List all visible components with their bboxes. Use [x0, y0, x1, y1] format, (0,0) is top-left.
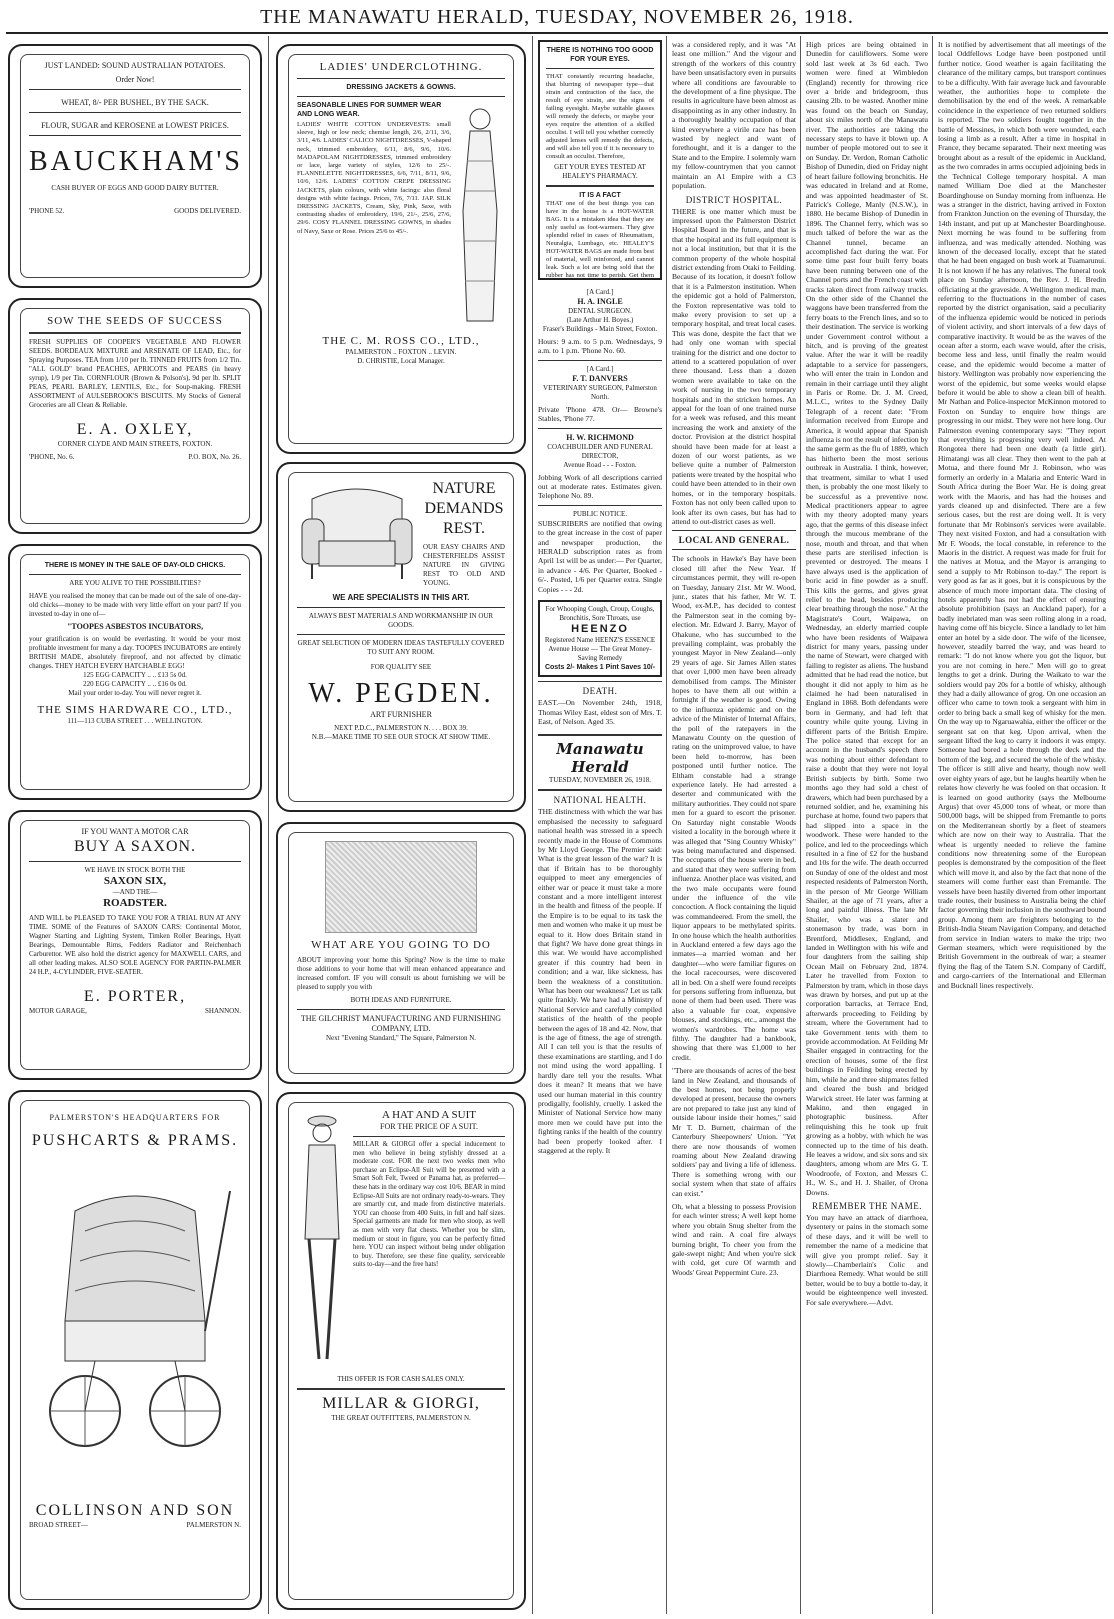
ad-line: FLOUR, SUGAR and KEROSENE at LOWEST PRICES.: [41, 121, 229, 130]
ad-line: —AND THE—: [112, 888, 158, 896]
column-rule: [532, 36, 533, 1614]
card-body: Hours: 9 a.m. to 5 p.m. Wednesdays, 9 a.m. to 1 p.m. 'Phone No. 60.: [538, 337, 662, 356]
ad-address: THE GREAT OUTFITTERS, PALMERSTON N.: [331, 1414, 471, 1422]
ad-title: FOR THE PRICE OF A SUIT.: [380, 1122, 478, 1131]
ad-line: Registered Name HEENZ'S ESSENCE: [544, 636, 656, 645]
ad-line: D. CHRISTIE, Local Manager.: [357, 357, 445, 365]
masthead-rule: [6, 32, 1108, 34]
ad-line: N.B.—MAKE TIME TO SEE OUR STOCK AT SHOW TIME.: [311, 733, 491, 741]
article-body: The schools in Hawke's Bay have been closed till after the New Year. If circumstances permit, they will re-open on Tuesday, January 21st. Mr W. Wood, junr., states that his father, Mr W. T. Wood, ex-M.P., has decided to contest the Palmerston seat in the coming by-election. Mr. Edward J. Barry, Mayor of Ohakune, who has succumbed to the prevailing complaint, was probably the youngest Mayor in New Zealand—only 29 years of age. Sir James Allen states that over 1,000 men have been already demobilised from camps. The Minister hopes to have them all out within a fortnight if the weather is good. Owing to the influenza epidemic and on the advice of the Minister of Internal Affairs, the poll of the ratepayers in the Manawatu County on the question of rating on the unimproved value, to have been held to-morrow, has been postponed until further notice. The Eltham constable had a strange experience lately. He had arrested a deserter and communicated with the military authorities. They could not spare men for a guard to escort the prisoner. On Saturday night constable Woods visited a locality in the borough where it was alleged that "Sing Country Whisky" was being manufactured and dispensed. The occupants of the house were in bed, and stated that they were suffering from influenza. Another place was visited, and the two male occupants were found under the influence of the vile concoction. A flock containing the liquid was commandeered. From the smell, the liquor appears to be methylated spirits. In one house which the health authorities in Auckland entered a few days ago the inmates—a married woman and her daughter—who were familiar figures on the local racecourses, were discovered all in bed. On a shelf were found receipts for persons suffering from influenza, but none of them had been used. There was also a valuable fur coat, expensive blouses, and stockings, etc., amongst the women's wardrobes. The home was filthy. The daughter had a bankbook, showing that there was £1,000 to her credit.: [672, 554, 796, 1062]
card-body: Jobbing Work of all descriptions carried out at moderate rates. Estimates given. Telephone No. 89.: [538, 472, 662, 501]
ad-line: CASH BUYER OF EGGS AND GOOD DAIRY BUTTER.: [51, 184, 219, 192]
ad-body: OUR EASY CHAIRS AND CHESTERFIELDS ASSIST NATURE IN GIVING REST TO OLD AND YOUNG.: [423, 543, 505, 587]
ad-body: AND WILL be PLEASED TO TAKE YOU FOR A TRIAL RUN AT ANY TIME. SOME of the Features of SAXON CARS: Continental Motor, Wagner Starting and Lighting System, Timken Roller Bearings, Hyatt Bearings, Demountable Rims, Fedders Radiator and Reichenbach Carburettor. WE also hold the district agency for MAXWELL CARS, and all other leading makes. ALSO SOLE AGENCY FOR PARTIN-PALMER 24 H.P., 4-CYLINDER, FIVE-SEATER.: [29, 914, 241, 976]
ad-body: THAT constantly recurring headache, that blurring of newspaper type—that strain and contraction of the face, the result of eye strain, are the signs of failing eyesight. Maybe suitable glasses will remedy the defects, or maybe your eyes require the attention of a skilled occulist. I will tell you whether correctly adjusted lenses will remedy the defects, and will also tell you if it is necessary to consult an occulist. Therefore,: [546, 73, 654, 160]
ad-box: P.O. BOX, No. 26.: [188, 453, 241, 461]
column-rule: [800, 36, 801, 1614]
column-5: [806, 40, 928, 1612]
card-title: COACHBUILDER AND FUNERAL DIRECTOR,: [547, 442, 653, 460]
poem: Oh, what a blessing to possess Provision for each winter stress; A well kept home where you obtain Snug shelter from the wind and rain. A coal fire always burning bright, To cheer you from the gale-swept night; And when you're sick with cold, get cure Of warmth and Woods' Great Peppermint Cure. 23.: [672, 1201, 796, 1277]
ad-address: Next "Evening Standard," The Square, Palmerston N.: [325, 1034, 477, 1042]
section-heading: REMEMBER THE NAME.: [811, 1200, 923, 1211]
ad-subtitle: DRESSING JACKETS & GOWNS.: [346, 84, 456, 91]
ad-line: MOTOR GARAGE,: [29, 1007, 87, 1015]
collinson-ad: [8, 1090, 262, 1610]
saxon-ad: [8, 810, 262, 1080]
ross-ad: [276, 44, 526, 454]
death-notice: EAST.—On November 24th, 1918, Thomas Wiley East, eldest son of Mrs. T. East, of Nelson. Aged 35.: [538, 698, 662, 726]
ad-line: Avenue House — The Great Money-Saving Remedy: [548, 645, 652, 663]
ad-line: For Whooping Cough, Croup, Coughs, Bronchitis, Sore Throats, use: [545, 605, 655, 623]
millar-giorgi-ad: [276, 1092, 526, 1610]
ad-line: PALMERSTON'S HEADQUARTERS FOR: [49, 1113, 221, 1122]
ad-name: W. PEGDEN.: [308, 678, 494, 709]
ad-phone: 'PHONE, No. 6.: [29, 453, 75, 461]
flag-title: Manawatu Herald: [556, 740, 644, 777]
ad-title: WHAT ARE YOU GOING TO DO: [311, 939, 491, 951]
card-line: Fraser's Buildings - Main Street, Foxton.: [542, 325, 658, 333]
ad-line: ALWAYS BEST MATERIALS AND WORKMANSHIP IN OUR GOODS.: [308, 612, 494, 629]
armchair-illustration: [297, 479, 417, 589]
card-body: Private 'Phone 478. Or— Browne's Stables, 'Phone 77.: [538, 404, 662, 424]
ad-title: SOW THE SEEDS OF SUCCESS: [47, 315, 223, 327]
healey-ad: [538, 40, 662, 280]
ad-title: PUSHCARTS & PRAMS.: [31, 1132, 239, 1149]
ad-line: WE ARE SPECIALISTS IN THIS ART.: [332, 593, 470, 602]
article-body: High prices are being obtained in Dunedin for cauliflowers. Some were sold last week at 3s 6d each. Two women were fined at Wimbledon (England) recently for throwing rice over a bride and bridegroom, thus causing 2lb. to be wasted. Another mine was found on the beach on Sunday, about six miles north of the Manawatu river. The authorities are taking the necessary steps to have it blown up. A number of people motored out to see it on Sunday. Dr. Verdon, Roman Catholic Bishop of Dunedin, died on Friday night of heart failure following bronchitis. He was educated in Ireland and at Rome, and was appointed headmaster of St. Patrick's College, Manly (N.S.W.), in 1880. He became Bishop of Dunedin in 1896. The Channel ferry, which was so much talked of before the war as the Channel tunnel, became an accomplished fact during the war. For some time past four built ferry boats have been running between one of the Channel ports and the French coast with tracks taken direct from railway trucks. On the other side of the Channel the waggons have been transferred from the ferry boats to the French lines, and so to their destination. The service is working under Government control without a hitch, and is proving of the greatest value. After the war it will be readily adaptable to a service for passengers, who will enter the train in London and remain in their carriage until they alight in Paris or Rome. Dr. J. M. Creed, M.L.C., writes to the Sydney Daily Telegraph of a recent date: "From information received from Europe and America, it would appear that Spanish influenza is not the result of infection by the same germ as the flu of 1889, which has hitherto been the most serious outbreak in Australia. I think, however, that treatment, similar to what I used then, is probably the one most likely to be successful as a preventive now. Medical practitioners appear to agree with my theory adopted many years ago, that the germs of this disease infect through the mucous membrane of the nose, mouth and throat, and that when these parts are sterilised infection is prevented or destroyed. The means I have always used is the application of boric acid in fine powder as a snuff. This kills the germs, and gives great relief to the head, besides producing clear breathing through the nose." At the Magistrate's Court, Waipawa, on Wednesday, an elderly married couple who have been residents of Waipawa district for many years, passing under the name of Stewart, were charged with failing to register as aliens. The husband admitted that he had read the notice, but thought it did not apply to him as he claimed he had been naturalised in England in 1868. Both defendants were born in Germany, and had left that country while quite young. Living in different parts of the British Empire. The police stated that except for an account in the husband's speech there was nothing about either defendant to raise a doubt that they were not loyal British subjects by birth. Some two months ago they had sold a chest of drawers, which had been purchased by a returned soldier, and he, examining his purchase at home, found two papers that had slipped into a space in the woodwork. These were handed to the police, and led to the proceedings which resulted in a fine of £2 for the husband and 10s for the wife. The death occurred on Sunday of one of the oldest and most respected residents of Palmerston North, in the person of Mr George William Shailer, at the age of 71 years, after a long and painful illness. The late Mr Shailer, who was a slater and stonemason by trade, was born in Brentford, Middlesex, England, and landed in Wellington with his wife and four daughters from the sailing ship Ocean Mail on February 2nd, 1874. Later he travelled from Foxton to Palmerston by tram, which in those days was drawn by horses, and put up at the corporation barracks, at Terrace End, afterwards proceeding to Feilding by stream, where the Government had to take Government tents with them to provide accommodation. At Feilding Mr Shailer engaged in contracting for the erection of houses, some of the first buildings in Feilding being erected by him, while he and three shipmates felled and cleared the bush and bridged Warwick street. He later was farming at Makino, and then engaged in photographic business. After relinquishing this he took up fruit growing as a hobby, with which he was connected up to the time of his death. He leaves a widow, and six sons and six daughters, among whom are Mrs G. T. Woodroofe, of Foxton, and Messrs C. H., W. S., and H. J. Shailer, of Orona Downs.: [806, 40, 928, 1197]
ad-price: 220 EGG CAPACITY .. .. £16 0s 0d.: [83, 680, 187, 688]
pegden-ad: [276, 462, 526, 812]
notice-title: PUBLIC NOTICE.: [572, 509, 628, 518]
article-body: was a considered reply, and it was "At least one million." And the vigour and strength of the workers of this country have been unsatisfactory even in pursuits where all conditions are favourable to the development of a fine physique. The results in agriculture have been almost as disappointing as in any other industry. In a thoroughly healthy occupation of that kind everywhere a virile race has been wasted by neglect and want of forethought, and it is a danger to the State and to the Empire. I solemnly warn my fellow-countrymen that you cannot maintain an A1 Empire with a C3 population.: [672, 40, 796, 191]
ad-line: ART FURNISHER: [370, 710, 432, 719]
ad-title: THERE IS MONEY IN THE SALE OF DAY-OLD CHICKS.: [44, 562, 226, 569]
ad-line: THIS OFFER IS FOR CASH SALES ONLY.: [337, 1375, 465, 1383]
ad-address: CORNER CLYDE AND MAIN STREETS, FOXTON.: [57, 440, 213, 448]
ad-name: MILLAR & GIORGI,: [322, 1395, 480, 1412]
ad-body: LADIES' WHITE COTTON UNDERVESTS: small sleeve, high or low neck; chemise length, 2/6, 2/11, 3/6, 3/11, 4/6. LADIES' CALICO NIGHTDRESSES, V-shaped neck, trimmed embroidery, 6/11, 8/6, 9/6, 10/6. MADAPOLAM NIGHTDRESSES, trimmed embroidery or lace, large variety of styles, 12/6 to 25/-. FLANNELETTE NIGHTDRESSES, 6/6, 7/11, 8/11, 9/6, 10/6, 12/6. LADIES' COTTON CREPE DRESSING JACKETS, plain colours, with white facings: also floral designs with white facings. Prices, 7/6, 7/11. JAP. SILK DRESSING JACKETS, Cream, Sky, Pink, Saxe, with contrasting shades of embroidery, 19/6, 21/-, 25/6, 27/6, 29/6. COSY FLANNEL DRESSING GOWNS, in shades of Navy, Saxe or Rose. Prices 25/6 to 45/-.: [297, 121, 451, 235]
bauckham-ad: [8, 44, 262, 288]
column-4: [672, 40, 796, 1612]
ad-brand: "TOOPES ASBESTOS INCUBATORS,: [66, 622, 204, 631]
ad-line: BROAD STREET—: [29, 1521, 88, 1529]
section-heading: LOCAL AND GENERAL.: [678, 535, 790, 546]
sims-hardware-ad: [8, 544, 262, 800]
ad-title: THERE IS NOTHING TOO GOOD FOR YOUR EYES.: [546, 47, 654, 63]
ad-subtitle: ARE YOU ALIVE TO THE POSSIBILITIES?: [69, 579, 201, 587]
ad-line: GOODS DELIVERED.: [174, 207, 241, 215]
ad-heading: REST.: [443, 520, 485, 537]
ad-title: IT IS A FACT: [579, 192, 621, 199]
ad-heading: NATURE: [432, 480, 496, 497]
ad-body: ABOUT improving your home this Spring? Now is the time to make those additions to your home that will mean enhanced appearance and increased comfort. IF you will consult us about furnishing we will be pleased to supply you with: [297, 956, 505, 991]
room-illustration: [325, 841, 477, 933]
ad-heading: DEMANDS: [424, 500, 504, 517]
notice-body: SUBSCRIBERS are notified that owing to the great increase in the cost of paper and newspaper production, the HERALD subscription rates as from April 1st will be as under:— Per Quarter, in advance - 4/6. Per Quarter, Booked - 6/-. Posted, 1/6 per Quarter extra. Single Copies - - - 2d.: [538, 518, 662, 594]
ad-subtitle: SEASONABLE LINES FOR SUMMER WEAR AND LONG WEAR.: [297, 102, 442, 118]
ad-line: GET YOUR EYES TESTED AT HEALEY'S PHARMACY.: [554, 163, 646, 180]
ad-brand: HEENZO: [571, 623, 629, 636]
ad-title: LADIES' UNDERCLOTHING.: [319, 61, 483, 73]
oxley-ad: [8, 298, 262, 534]
card-title: VETERINARY SURGEON, Palmerston North.: [543, 383, 657, 401]
business-cards: [538, 288, 662, 1467]
ad-line: BOTH IDEAS AND FURNITURE.: [350, 996, 452, 1004]
ad-body: your gratification is on would be everlasting. It would be your most profitable investment for many a day. TOOPES INCUBATORS are entirely BRITISH MADE, absolutely fireproof, and not affected by climatic changes. THEY HATCH EVERY HATCHABLE EGG!: [29, 635, 241, 670]
ad-line: JUST LANDED: SOUND AUSTRALIAN POTATOES.: [44, 61, 226, 70]
section-heading: DEATH.: [582, 686, 618, 697]
article-body: THE distinctness with which the war has emphasised the necessity to safeguard national health was stressed in a speech recently made in the House of Commons by Mr Lloyd George. The Premier said: What is the great lesson of the war? It is that if Britain has to be thoroughly equipped to meet any emergencies of either war or peace it must take a more constant and a more intelligent interest in the health and fitness of the people. If the Empire is to be equal to its task the men and women who make it up must be equal to it. How does Britain stand in that fight? We have done great things in this war. We would have accomplished greater if this country had been in condition; and a war, like sickness, has been the weakness of a constitution. What has been our weakness? Let us talk quite frankly. We have had a Ministry of National Service and carefully compiled statistics of the health of the people between the ages of 18 and 42. Now, that is the age of fitness, the age of strength. All I can tell you is that the results of these examinations are startling, and I do not mind using the word appalling. I hardly dare tell you the results. What does it mean? It means that we have used our human material in this country prodigally, foolishly, cruelly. I asked the Minister of National Service how many more men we could have put into the fighting ranks if the health of the country had been properly looked after. I staggered at the reply. It: [538, 807, 662, 1155]
article-body: You may have an attack of diarrhoea, dysentery or pains in the stomach some of these days, and it will be well to remember the name of a medicine that will give you prompt relief. Say it slowly—Chamberlain's Colic and Diarrhoea Remedy. What would be still better, would be to buy a bottle to-day, it would be eighteenpence well invested. For sale everywhere.—Advt.: [806, 1212, 928, 1307]
ad-name: E. PORTER,: [83, 988, 187, 1005]
ad-name: COLLINSON AND SON: [35, 1502, 235, 1519]
man-illustration: [297, 1109, 347, 1369]
article-body: THERE is one matter which must be impressed upon the Palmerston District Hospital Board in the future, and that is that the hospital and its full equipment is not a local institution, but that it is the common property of the whole hospital district extending from Otaki to Feilding. Because of its location, it doesn't follow that it is a Palmerston institution. When the epidemic got a hold of Palmerston, the Foxton representative was told to make every provision to set up a temporary hospital, and treat local cases. This was done, despite the fact that we had only one woman with special training for the district and one doctor to attend to a scattered population of over three thousand. Less than a dozen women were available to take on the work of nursing in the two temporary hospitals and in the stricken homes. An appeal for the loan of one trained nurse for a week was refused, and this meant increasing the work and anxiety of the doctor. Provision at the district hospital should have been made for at least a dozen of our worst patients, as we believe quite a number of Palmerston patients were treated by the hospital who could have been attended to in their own homes, or in the temporary hospitals. Foxton has not only been called upon to look after its own cases, but has had to attend to out-district cases as well.: [672, 206, 796, 526]
ad-name: THE GILCHRIST MANUFACTURING AND FURNISHING COMPANY, LTD.: [300, 1014, 502, 1033]
column-6: [938, 40, 1106, 1612]
ad-body: FRESH SUPPLIES OF COOPER'S VEGETABLE AND FLOWER SEEDS. BORDEAUX MIXTURE and ARSENATE OF LEAD, Etc., for Spraying Purposes. TEA from 1/10 per lb. TINNED FRUITS from 1/2 Tin. "ALL GOLD" brand PEACHES, APRICOTS and PEARS (in heavy syrup), 1/9 per Tin. CORNFLOUR (Brown & Polson's), 9d per lb. SPLIT PEAS, PEARL BARLEY, LENTILS, Etc., for Soup-making. FRESH ASSORTMENT of AULSEBROOK'S BISCUITS. My Stocks of General Groceries are all Clean & Reliable.: [29, 338, 241, 409]
column-rule: [932, 36, 933, 1614]
card-name: H. W. RICHMOND: [566, 432, 634, 442]
ad-line: SHANNON.: [205, 1007, 241, 1015]
card-name: F. T. DANVERS: [572, 373, 628, 383]
ad-body: THAT one of the best things you can have in the house is a HOT-WATER BAG. It is a mistaken idea that they are only useful as foot-warmers. They give splendid relief in cases of Rheumatism, Neuralgia, Lumbago, etc. HEALEY'S HOT-WATER BAGS are made from best of material, well reinforced, and cannot leak. Such a lot are being sold that the rubber has not time to perish. Get them: [546, 200, 654, 279]
ad-price: 125 EGG CAPACITY .. .. £13 5s 0d.: [83, 671, 187, 679]
column-rule: [666, 36, 667, 1614]
masthead: THE MANAWATU HERALD, TUESDAY, NOVEMBER 26, 1918.: [260, 6, 854, 28]
article-body: "There are thousands of acres of the best land in New Zealand, and thousands of the best homes, not being properly developed at present, because the owners are not prepared to take just any kind of outside labour inside their homes," said Mr T. D. Burnett, chairman of the Canterbury Sheepowners' Union. "Yet there are now thousands of women roaming about New Zealand drawing soldiers' pay and living a life of idleness. There is something wrong with our social system when that state of affairs can exist.": [672, 1066, 796, 1198]
card-label: [A Card.]: [586, 288, 614, 296]
ad-name: THE C. M. ROSS CO., LTD.,: [322, 335, 480, 347]
card-line: Avenue Road - - - Foxton.: [563, 460, 637, 469]
ad-line: WE HAVE IN STOCK BOTH THE: [84, 866, 186, 874]
card-line: (Late Arthur H. Boyes.): [566, 316, 634, 324]
card-label: [A Card.]: [586, 364, 614, 373]
heenzo-ad: [538, 600, 662, 677]
ad-address: 111—113 CUBA STREET . . . WELLINGTON.: [67, 717, 203, 725]
ad-line: IF YOU WANT A MOTOR CAR: [81, 827, 189, 836]
article-body: It is notified by advertisement that all meetings of the local Oddfellows Lodge have been postponed until further notice. Good weather is again facilitating the clearance of the military camps, but transport continues to be a difficulty. With fair average luck and favourable weather, the authorities hope to complete the demobilisation by the end of the week. A remarkable coincidence in the experience of two returned soldiers is reported. The two soldiers fought together in the battle of Messines, in which both were wounded, each losing a limb as a result. After a time in hospital in France, they became separated. Their next meeting was brought about as a result of the epidemic in Auckland, as the two comrades in arms occupied adjoining beds in the Technical College temporary hospital. A man named William Doe died at the Manchester Boardinghouse on Sunday morning from influenza. He was a stranger in the district, having arrived in Foxton from Frankton Junction on the evening of Thursday, the 14th instant, and put up at Manchester Boardinghouse. Next morning he was found to be suffering from influenza, and was medically attended. Nothing was known of the deceased locally, except that he stated that he had been engaged on bush work at Tuamarunui. It is not known if he has any relatives. The funeral took place on Sunday afternoon, the Rev. J. H. Bredin officiating at the graveside. A Wellington medical man, referring to the fluctuations in the number of cases reported by the district organisation, said a peculiarity of the influenza epidemic would be noticed in periods of violent activity, and short intervals of a few days of comparative inactivity. It would be as the waves of the ocean after a storm, each wave would, after the crisis, become less and less, until finally the realm would cease, and the epidemic would become a matter of history. Wellington was probably now experiencing the worst of the epidemic, but some weeks would elapse before it would be able to show a clean bill of health. Mr Nathan and Police-inspector McKinnon motored to Foxton on Sunday to enquire how things are progressing in our midst. They were not here long. Our Palmerston evening contemporary says: "They report that everything is progressing very well indeed. At Rongotea there had been one death (a little girl). Himatangi was all clear. They then went to the pah at Motua, and there found Mr J. Robinson, who was formerly an orderly in a Malaria and Enteric Ward in South Africa during the Boer War. He is doing great work with the Maoris, and has had the houses and yards cleaned up and disinfected. There are a few serious cases, but the rest are doing well. It is very fortunate that Mr Robinson's services were available. They next visited Foxton, and had a consultation with Mr F. Woods, the local constable, in reference to the Maoris in the district. A request was made for fruit for the natives at Motua, and the Mayor is arranging to send a supply to Mr Robinson to-day." The report is very good as far as it goes, but it is conspicuous by the absence of much more important data. The closing of hotels apparently has not had the effect of ensuring absolute prohibition (says an Auckland paper), for a badly inebriated man was seen rolling along in a road, having come off his bicycle. Since a landlady to let him enter an hotel by a side door. The wife of the licensee, however, steadily barred the way, and was heard to remark: "I do not know where you got the liquor, but you are not coming in here." Men will go to great lengths to get a drink. During the Waikato to war the soldiers would pay 20s for a bottle of whisky, although they had a daily allowance of grog. On one occasion an officer who came to town took a sergeant with him in order to bring back a small keg of whisky for the men. On the way up to Ngaruawahia, either the officer or the sergeant sat on that keg. Upon arrival, when the sergeant lifted the keg to carry it indoors it was empty. Someone had bored a hole through the deck and the bottom of the keg, and secured the whole of the whisky. The officer is still alive and hearty, though now well over eighty years of age, but he laughs heartily when he relates how cleverly he was fooled on that occasion. It is learned on good authority (says the Melbourne Argus) that over 45,000 tons of wheat, or more than 500,000 bags, will be shipped from Fremantle to ports on the Mediterranean shortly by a fleet of steamers which are now on their way to Australia. That the wheat is urgently needed to relieve the famine conditions now threatening some of the European peoples is demonstrated by the composition of the fleet which will move it, and also by the fact that none of the steamers will come further east than Fremantle. The vessels have been hastily diverted from other important trade routes, their business to Australia being the chief factor governing their inclusion in the southward bound group. Among them are freighters belonging to the British-India Steam Navigation Company, and detached from service in Indian waters to make the trip; two German steamers, which were requisitioned by the British Government in the outbreak of war; a steamer flying the flag of the Tatem S.N. Company of Cardiff, and cargo-carriers of the International and Ellerman and Bucknall lines respectively.: [938, 40, 1106, 990]
ad-name: E. A. OXLEY,: [76, 421, 194, 438]
ad-line: Mail your order to-day. You will never regret it.: [68, 689, 202, 697]
ad-phone: 'PHONE 52.: [29, 207, 65, 215]
section-heading: NATIONAL HEALTH.: [553, 795, 647, 806]
ad-body: HAVE you realised the money that can be made out of the sale of one-day-old chicks—money to be made with very little effort on your part? If you invested to-day in one of—: [29, 592, 241, 618]
ad-line: FOR QUALITY SEE: [370, 663, 432, 671]
column-rule: [268, 36, 269, 1614]
flag-date: TUESDAY, NOVEMBER 26, 1918.: [549, 776, 651, 785]
ad-line: Order Now!: [115, 75, 155, 84]
ad-line: GREAT SELECTION OF MODERN IDEAS TASTEFULLY COVERED TO SUIT ANY ROOM.: [297, 639, 505, 656]
ad-title: A HAT AND A SUIT: [382, 1109, 476, 1121]
ad-title: BUY A SAXON.: [73, 838, 197, 855]
ad-line: PALMERSTON N.: [186, 1521, 241, 1529]
ad-name: THE SIMS HARDWARE CO., LTD.,: [37, 704, 233, 716]
gilchrist-ad: [276, 822, 526, 1084]
ad-line: WHEAT, 8/- PER BUSHEL, BY THE SACK.: [61, 98, 209, 107]
pram-illustration: [35, 1171, 235, 1471]
ad-line: Costs 2/- Makes 1 Pint Saves 10/-: [544, 664, 656, 672]
ad-line: ROADSTER.: [103, 897, 167, 909]
ad-address: NEXT P.D.C., PALMERSTON N. . . . BOX 39.: [334, 724, 468, 732]
card-name: H. A. INGLE: [577, 297, 623, 306]
ad-name: BAUCKHAM'S: [29, 146, 243, 177]
section-heading: DISTRICT HOSPITAL.: [685, 194, 783, 205]
ad-line: SAXON SIX,: [103, 875, 167, 887]
lady-illustration: [455, 101, 505, 331]
ad-line: PALMERSTON .. FOXTON .. LEVIN.: [345, 348, 457, 356]
card-title: DENTAL SURGEON.: [568, 307, 632, 315]
ad-body: MILLAR & GIORGI offer a special inducement to men who believe in being stylishly dressed at a moderate cost. FOR the next two weeks men who purchase an Eclipse-All Suit will be presented with a Smart Soft Felt, Tweed or Panama hat, as preferred—these hats in the ordinary way cost 10/6. BEAR in mind Eclipse-All Suits are not ordinary ready-to-wears. They are smartly cut, and made from distinctive materials. YOU can choose from 400 Suits, in full and half sizes. Special garments are made for men who stoop, as well as men with very flat chests. Whether you be slim, medium or stout in figure, you can be perfectly fitted here. YOU can inspect without being under obligation to buy. Therefore, see these fine quality, serviceable suits to-day—and the free hats!: [353, 1141, 505, 1269]
